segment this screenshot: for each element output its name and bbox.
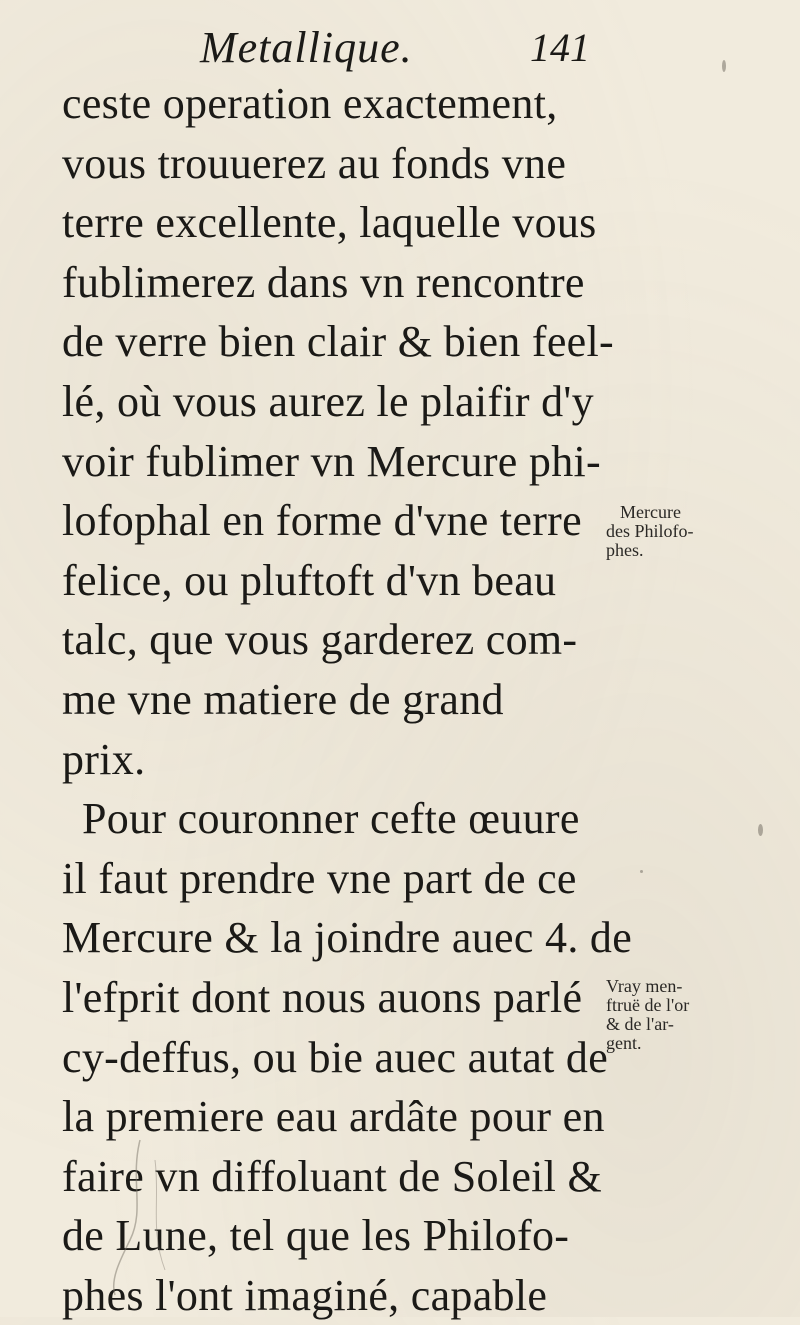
margin-note-line: Vray men- [606, 976, 683, 996]
text-line: terre excellente, laquelle vous [62, 198, 597, 248]
text-line: l'efprit dont nous auons parlé [62, 972, 583, 1022]
text-line: ceste operation exactement, [62, 79, 558, 128]
page-header [200, 22, 620, 82]
text-line: vous trouuerez au fonds vne [62, 138, 567, 188]
margin-note-line: des Philofo- [606, 521, 694, 541]
text-line: prix. [62, 734, 146, 784]
margin-note-line: gent. [606, 1033, 642, 1053]
running-title: Metallique. [200, 23, 413, 72]
margin-note-line: ftruë de l'or [606, 995, 690, 1015]
text-line: de Lune, tel que les Philofo- [62, 1211, 570, 1261]
text-line: de verre bien clair & bien feel- [62, 317, 614, 367]
text-line: voir fublimer vn Mercure phi- [62, 436, 601, 486]
margin-note-line: phes. [606, 540, 644, 560]
page-number: 141 [530, 25, 590, 70]
margin-note-line: Mercure [620, 502, 681, 522]
text-line: faire vn diffoluant de Soleil & [62, 1151, 603, 1201]
margin-note-menstrue [606, 977, 796, 1053]
text-line: Mercure & la joindre auec 4. de [62, 913, 633, 963]
text-line: me vne matiere de grand [62, 674, 504, 724]
margin-note-line: & de l'ar- [606, 1014, 674, 1034]
text-line: phes l'ont imaginé, capable [62, 1270, 548, 1320]
text-line: Pour couronner cefte œuure [82, 794, 580, 844]
text-line: talc, que vous garderez com- [62, 615, 578, 665]
ink-speck [722, 60, 726, 72]
text-line: felice, ou pluftoft d'vn beau [62, 555, 557, 605]
text-line: lé, où vous aurez le plaifir d'y [62, 376, 594, 426]
ink-speck [640, 870, 643, 873]
margin-note-mercure [606, 503, 796, 560]
ink-speck [758, 824, 763, 836]
text-line: il faut prendre vne part de ce [62, 853, 577, 903]
text-line: fublimerez dans vn rencontre [62, 257, 585, 307]
text-line: cy-deffus, ou bie auec autat de [62, 1032, 609, 1082]
ink-stain-decoration [100, 1120, 220, 1300]
text-line: la premiere eau ardâte pour en [62, 1092, 605, 1142]
text-line: lofophal en forme d'vne terre [62, 496, 582, 546]
